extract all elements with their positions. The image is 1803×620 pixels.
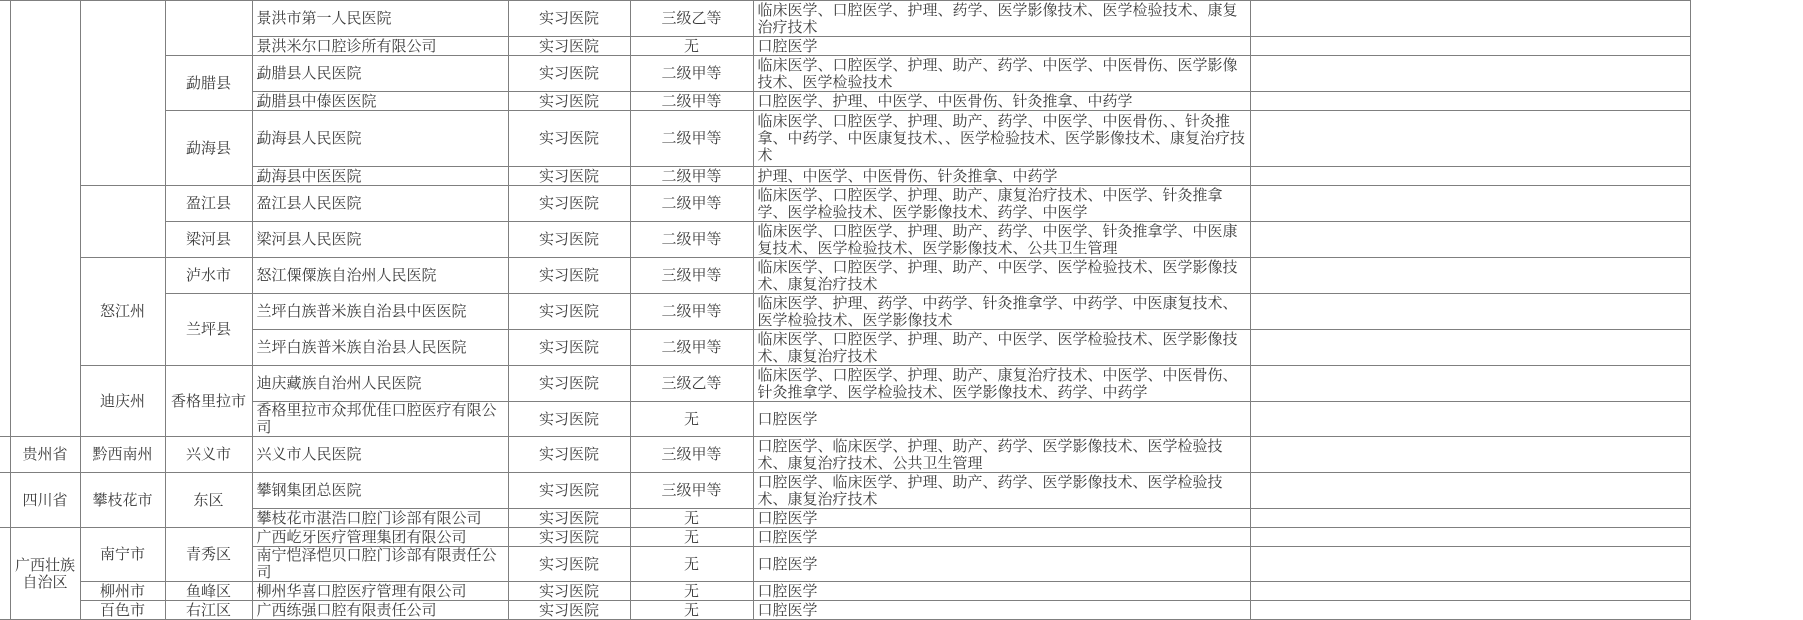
majors-cell: 临床医学、口腔医学、护理、助产、康复治疗技术、中医学、针灸推拿学、医学检验技术、医学影像技术、药学、中医学 [753,186,1250,222]
hospital-cell: 香格里拉市众邦优佳口腔医疗有限公司 [252,402,508,437]
table-row [0,437,1690,473]
hospital-cell: 盈江县人民医院 [252,186,508,222]
hospital-cell: 勐腊县人民医院 [252,56,508,92]
level-cell: 无 [630,582,753,601]
type-cell: 实习医院 [508,37,630,56]
notes-cell [1250,167,1690,186]
city-cell [80,186,165,258]
type-cell: 实习医院 [508,366,630,402]
hospital-cell: 柳州华喜口腔医疗管理有限公司 [252,582,508,601]
level-cell: 无 [630,547,753,582]
table-row [0,402,1690,437]
hospital-cell: 怒江傈僳族自治州人民医院 [252,258,508,294]
type-cell: 实习医院 [508,258,630,294]
type-cell: 实习医院 [508,1,630,37]
majors-cell: 口腔医学 [753,37,1250,56]
province-cell: 贵州省 [10,437,80,473]
majors-cell: 临床医学、口腔医学、护理、助产、中医学、医学检验技术、医学影像技术、康复治疗技术 [753,258,1250,294]
type-cell: 实习医院 [508,111,630,167]
type-cell: 实习医院 [508,473,630,509]
county-cell: 青秀区 [165,528,252,582]
county-cell: 泸水市 [165,258,252,294]
county-cell: 盈江县 [165,186,252,222]
sliver-cell [0,473,10,528]
majors-cell: 口腔医学、护理、中医学、中医骨伤、针灸推拿、中药学 [753,92,1250,111]
city-cell: 百色市 [80,601,165,620]
city-cell: 南宁市 [80,528,165,582]
level-cell: 二级甲等 [630,167,753,186]
province-cell: 四川省 [10,473,80,528]
hospital-cell: 景洪市第一人民医院 [252,1,508,37]
hospital-cell: 南宁恺泽恺贝口腔门诊部有限责任公司 [252,547,508,582]
hospital-cell: 兰坪白族普米族自治县中医医院 [252,294,508,330]
county-cell: 东区 [165,473,252,528]
type-cell: 实习医院 [508,167,630,186]
hospital-cell: 勐海县人民医院 [252,111,508,167]
notes-cell [1250,294,1690,330]
notes-cell [1250,111,1690,167]
type-cell: 实习医院 [508,330,630,366]
hospital-cell: 兰坪白族普米族自治县人民医院 [252,330,508,366]
table-row [0,330,1690,366]
hospital-cell: 广西屹牙医疗管理集团有限公司 [252,528,508,547]
notes-cell [1250,222,1690,258]
majors-cell: 口腔医学 [753,582,1250,601]
type-cell: 实习医院 [508,294,630,330]
hospital-cell: 勐海县中医医院 [252,167,508,186]
hospital-cell: 勐腊县中傣医医院 [252,92,508,111]
notes-cell [1250,258,1690,294]
level-cell: 二级甲等 [630,56,753,92]
majors-cell: 护理、中医学、中医骨伤、针灸推拿、中药学 [753,167,1250,186]
sliver-cell [0,528,10,620]
notes-cell [1250,437,1690,473]
table-row [0,528,1690,547]
level-cell: 二级甲等 [630,186,753,222]
notes-cell [1250,528,1690,547]
type-cell: 实习医院 [508,582,630,601]
table-row [0,582,1690,601]
type-cell: 实习医院 [508,186,630,222]
county-cell: 勐海县 [165,111,252,186]
level-cell: 无 [630,528,753,547]
county-cell: 鱼峰区 [165,582,252,601]
table-row [0,56,1690,92]
type-cell: 实习医院 [508,509,630,528]
level-cell: 三级乙等 [630,1,753,37]
level-cell: 二级甲等 [630,330,753,366]
level-cell: 三级乙等 [630,366,753,402]
majors-cell: 临床医学、口腔医学、护理、助产、药学、中医学、针灸推拿学、中医康复技术、医学检验技术、医学影像技术、公共卫生管理 [753,222,1250,258]
city-cell: 迪庆州 [80,366,165,437]
level-cell: 三级甲等 [630,437,753,473]
majors-cell: 临床医学、护理、药学、中药学、针灸推拿学、中药学、中医康复技术、医学检验技术、医学影像技术 [753,294,1250,330]
notes-cell [1250,473,1690,509]
notes-cell [1250,601,1690,620]
majors-cell: 口腔医学、临床医学、护理、助产、药学、医学影像技术、医学检验技术、康复治疗技术 [753,473,1250,509]
majors-cell: 临床医学、口腔医学、护理、助产、药学、中医学、中医骨伤、医学影像技术、医学检验技术 [753,56,1250,92]
type-cell: 实习医院 [508,222,630,258]
notes-cell [1250,509,1690,528]
notes-cell [1250,402,1690,437]
notes-cell [1250,1,1690,37]
table-row [0,1,1690,37]
hospital-cell: 攀枝花市湛浩口腔门诊部有限公司 [252,509,508,528]
table-row [0,294,1690,330]
notes-cell [1250,186,1690,222]
province-cell [10,1,80,437]
table-row [0,509,1690,528]
hospital-cell: 广西练强口腔有限责任公司 [252,601,508,620]
hospital-cell: 迪庆藏族自治州人民医院 [252,366,508,402]
level-cell: 三级甲等 [630,473,753,509]
type-cell: 实习医院 [508,547,630,582]
majors-cell: 临床医学、口腔医学、护理、助产、中医学、医学检验技术、医学影像技术、康复治疗技术 [753,330,1250,366]
majors-cell: 临床医学、口腔医学、护理、药学、医学影像技术、医学检验技术、康复治疗技术 [753,1,1250,37]
majors-cell: 口腔医学 [753,547,1250,582]
table-row [0,167,1690,186]
table-body [0,1,1690,620]
level-cell: 二级甲等 [630,111,753,167]
city-cell: 攀枝花市 [80,473,165,528]
type-cell: 实习医院 [508,601,630,620]
table-row [0,601,1690,620]
notes-cell [1250,37,1690,56]
majors-cell: 临床医学、口腔医学、护理、助产、康复治疗技术、中医学、中医骨伤、针灸推拿学、医学检验技术、医学影像技术、药学、中药学 [753,366,1250,402]
majors-cell: 口腔医学、临床医学、护理、助产、药学、医学影像技术、医学检验技术、康复治疗技术、公共卫生管理 [753,437,1250,473]
sliver-cell [0,437,10,473]
majors-cell: 口腔医学 [753,601,1250,620]
city-cell: 柳州市 [80,582,165,601]
county-cell: 右江区 [165,601,252,620]
level-cell: 二级甲等 [630,294,753,330]
level-cell: 二级甲等 [630,92,753,111]
level-cell: 三级甲等 [630,258,753,294]
county-cell [165,1,252,56]
type-cell: 实习医院 [508,92,630,111]
city-cell: 怒江州 [80,258,165,366]
county-cell: 兴义市 [165,437,252,473]
county-cell: 兰坪县 [165,294,252,366]
majors-cell: 口腔医学 [753,509,1250,528]
notes-cell [1250,547,1690,582]
type-cell: 实习医院 [508,56,630,92]
city-cell [80,1,165,186]
level-cell: 二级甲等 [630,222,753,258]
type-cell: 实习医院 [508,402,630,437]
hospital-cell: 兴义市人民医院 [252,437,508,473]
notes-cell [1250,582,1690,601]
level-cell: 无 [630,601,753,620]
level-cell: 无 [630,37,753,56]
sliver-cell [0,1,10,437]
table-row [0,186,1690,222]
notes-cell [1250,330,1690,366]
table-row [0,111,1690,167]
table-row [0,37,1690,56]
majors-cell: 口腔医学 [753,402,1250,437]
notes-cell [1250,92,1690,111]
county-cell: 香格里拉市 [165,366,252,437]
county-cell: 梁河县 [165,222,252,258]
table-row [0,547,1690,582]
table-row [0,366,1690,402]
hospital-cell: 景洪米尔口腔诊所有限公司 [252,37,508,56]
level-cell: 无 [630,509,753,528]
city-cell: 黔西南州 [80,437,165,473]
hospital-cell: 攀钢集团总医院 [252,473,508,509]
hospital-cell: 梁河县人民医院 [252,222,508,258]
table-row [0,92,1690,111]
majors-cell: 临床医学、口腔医学、护理、助产、药学、中医学、中医骨伤、、针灸推拿、中药学、中医康复技术、、医学检验技术、医学影像技术、康复治疗技术 [753,111,1250,167]
type-cell: 实习医院 [508,437,630,473]
province-cell: 广西壮族自治区 [10,528,80,620]
notes-cell [1250,56,1690,92]
level-cell: 无 [630,402,753,437]
table-row [0,222,1690,258]
type-cell: 实习医院 [508,528,630,547]
table-row [0,258,1690,294]
notes-cell [1250,366,1690,402]
majors-cell: 口腔医学 [753,528,1250,547]
table-row [0,473,1690,509]
county-cell: 勐腊县 [165,56,252,111]
